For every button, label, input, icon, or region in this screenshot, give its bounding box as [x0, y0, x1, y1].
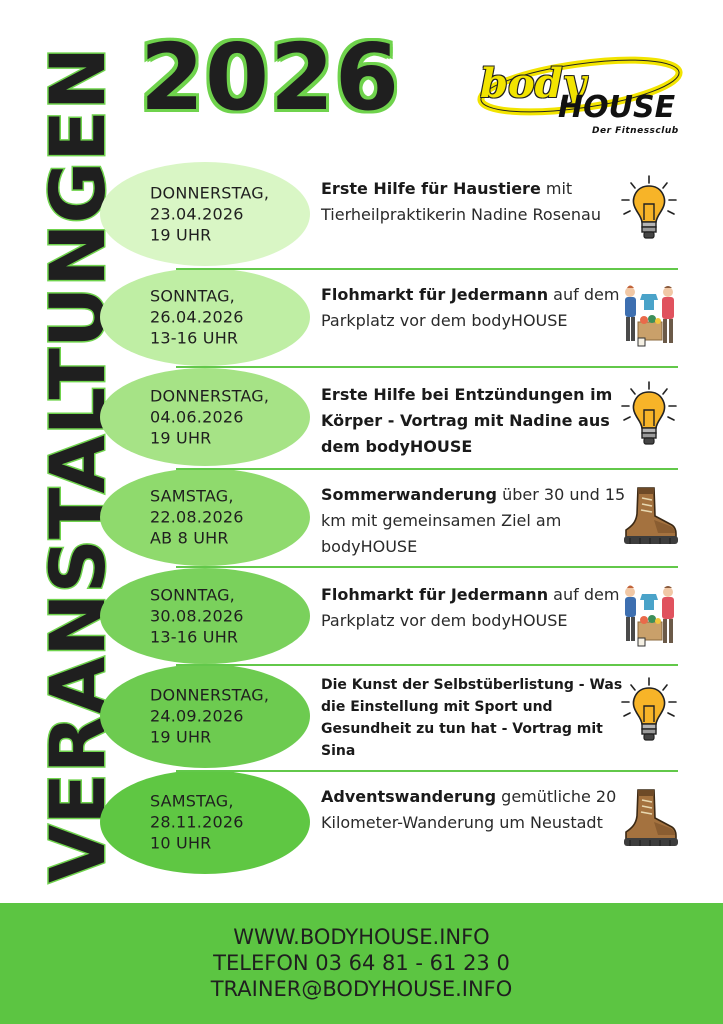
event-row	[100, 368, 680, 466]
row-divider	[176, 366, 678, 368]
flea-market-icon	[618, 280, 680, 350]
event-date	[150, 486, 244, 549]
event-date: 26.04.2026	[150, 307, 244, 327]
event-description	[321, 582, 631, 634]
row-divider	[176, 664, 678, 666]
hiking-boot-icon	[618, 480, 680, 550]
event-row	[100, 268, 680, 366]
event-time: 10 UHR	[150, 833, 212, 853]
event-date: 24.09.2026	[150, 706, 244, 726]
event-day: DONNERSTAG,	[150, 183, 270, 203]
event-title: Flohmarkt für Jedermann	[321, 585, 549, 604]
event-date: 22.08.2026	[150, 507, 244, 527]
logo-body-text: body	[480, 60, 586, 107]
event-date: 23.04.2026	[150, 204, 244, 224]
footer-website[interactable]: WWW.BODYHOUSE.INFO	[233, 925, 490, 949]
row-divider	[176, 468, 678, 470]
event-title: Sommerwanderung	[321, 485, 497, 504]
event-date	[150, 585, 244, 648]
event-date	[150, 183, 269, 246]
row-divider	[176, 566, 678, 568]
event-details: gemütliche 20 Kilometer-Wanderung um Neustadt	[321, 787, 617, 832]
event-date: 28.11.2026	[150, 812, 244, 832]
event-title: Erste Hilfe für Haustiere	[321, 179, 541, 198]
event-date	[150, 386, 269, 449]
lightbulb-icon	[618, 174, 680, 244]
event-time: 13-16 UHR	[150, 328, 239, 348]
event-title: Erste Hilfe bei Entzündungen im Körper - Vortrag mit Nadine aus dem bodyHOUSE	[321, 385, 613, 456]
logo-house-text: HOUSE	[558, 90, 676, 125]
event-day: SAMSTAG,	[150, 791, 234, 811]
event-description	[321, 282, 631, 334]
event-date	[150, 286, 244, 349]
event-time: 19 UHR	[150, 727, 212, 747]
event-row	[100, 568, 680, 664]
event-row	[100, 468, 680, 566]
lightbulb-icon	[618, 380, 680, 450]
event-day: DONNERSTAG,	[150, 386, 270, 406]
event-day: SONNTAG,	[150, 585, 235, 605]
event-details: über 30 und 15 km mit gemeinsamen Ziel am bodyHOUSE	[321, 485, 626, 556]
row-divider	[176, 268, 678, 270]
event-row	[100, 770, 680, 874]
event-time: 13-16 UHR	[150, 627, 239, 647]
event-description	[321, 382, 631, 460]
event-title: Flohmarkt für Jedermann	[321, 285, 549, 304]
event-day: SONNTAG,	[150, 286, 235, 306]
logo-subtitle: Der Fitnessclub	[592, 126, 679, 136]
footer-email[interactable]: TRAINER@BODYHOUSE.INFO	[210, 977, 513, 1001]
event-description	[321, 482, 631, 560]
event-day: SAMSTAG,	[150, 486, 234, 506]
event-row	[100, 664, 680, 768]
event-title: Adventswanderung	[321, 787, 497, 806]
event-date: 30.08.2026	[150, 606, 244, 626]
event-row	[100, 162, 680, 266]
footer-phone[interactable]: TELEFON 03 64 81 - 61 23 0	[213, 951, 510, 975]
event-description	[321, 674, 631, 762]
event-day: DONNERSTAG,	[150, 685, 270, 705]
year-heading: 2026	[140, 24, 401, 131]
vertical-title-text: VERANSTALTUNGEN	[33, 40, 122, 883]
event-title: Die Kunst der Selbstüberlistung - Was die Einstellung mit Sport und Gesundheit zu tun hat - Vortrag mit Sina	[321, 677, 623, 759]
bodyhouse-logo	[468, 46, 698, 146]
event-details: mit Tierheilpraktikerin Nadine Rosenau	[321, 179, 601, 224]
flea-market-icon	[618, 580, 680, 650]
event-description	[321, 176, 631, 228]
event-time: 19 UHR	[150, 225, 212, 245]
event-time: 19 UHR	[150, 428, 212, 448]
hiking-boot-icon	[618, 782, 680, 852]
footer	[0, 903, 723, 1024]
event-date	[150, 685, 269, 748]
lightbulb-icon	[618, 676, 680, 746]
event-date: 04.06.2026	[150, 407, 244, 427]
event-description	[321, 784, 631, 836]
event-time: AB 8 UHR	[150, 528, 229, 548]
event-details: auf dem Parkplatz vor dem bodyHOUSE	[321, 285, 620, 330]
event-details: auf dem Parkplatz vor dem bodyHOUSE	[321, 585, 620, 630]
event-date	[150, 791, 244, 854]
row-divider	[176, 770, 678, 772]
